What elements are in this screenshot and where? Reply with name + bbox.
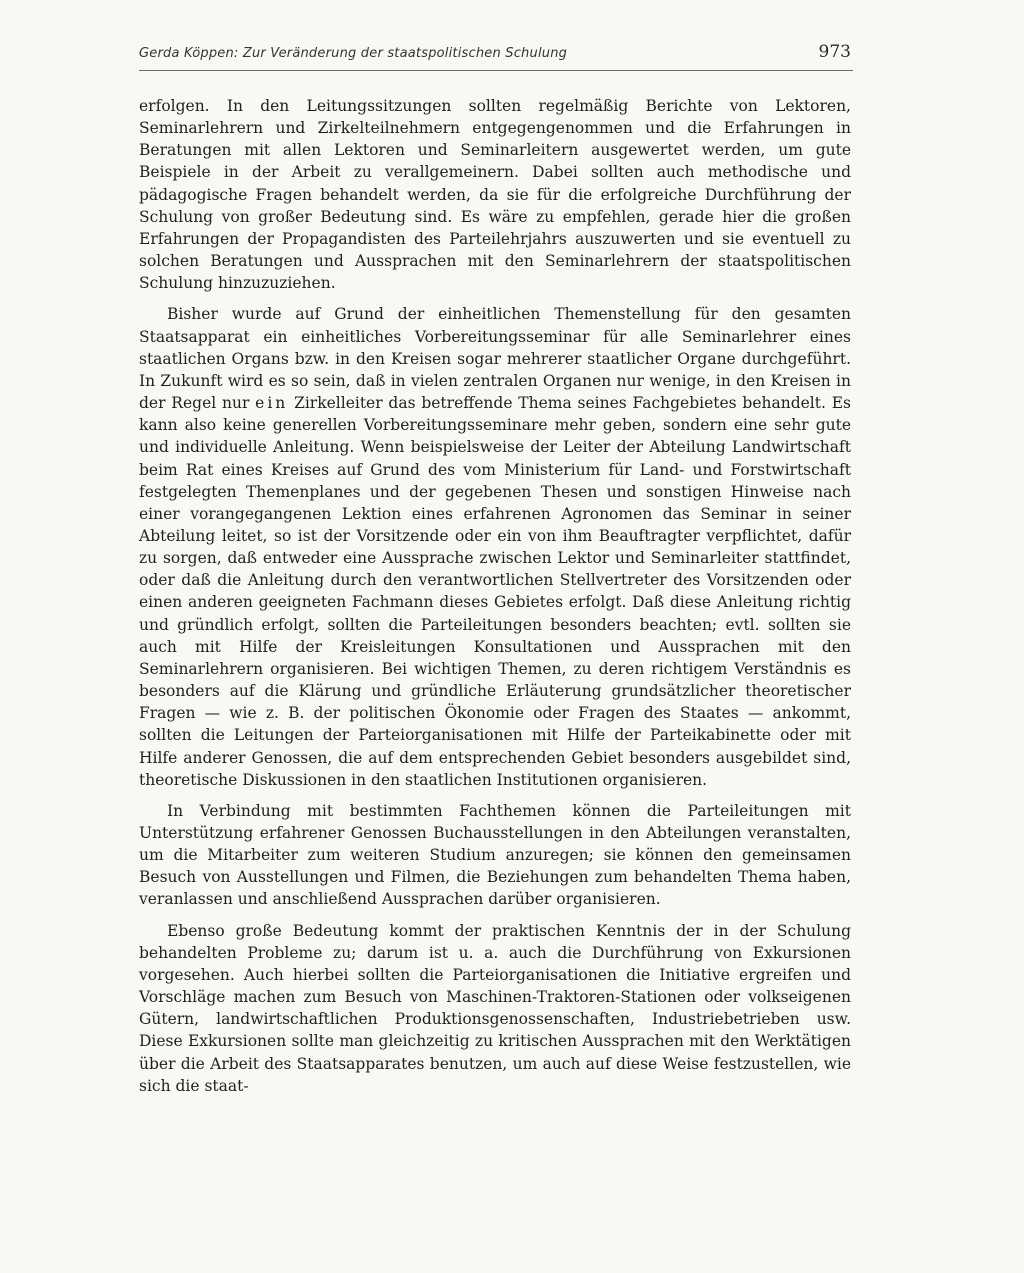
page-header bbox=[139, 44, 853, 71]
page-number: 973 bbox=[818, 42, 851, 62]
paragraph-2 bbox=[139, 303, 851, 790]
paragraph-1: erfolgen. In den Leitungssitzungen sollten regelmäßig Berichte von Lektoren, Seminarlehrern und Zirkelteilnehmern entgegengenommen und die Erfahrungen in Beratungen mit allen Lektoren und Seminarleitern ausgewertet werden, um gute Beispiele in der Arbeit zu verallgemeinern. Dabei sollten auch methodische und pädagogische Fragen behandelt werden, da sie für die erfolgreiche Durchführung der Schulung von großer Bedeutung sind. Es wäre zu empfehlen, gerade hier die großen Erfahrungen der Propagandisten des Parteilehrjahrs auszuwerten und sie eventuell zu solchen Beratungen und Aussprachen mit den Seminarlehrern der staatspolitischen Schulung hinzuzuziehen. bbox=[139, 97, 851, 293]
running-head: Gerda Köppen: Zur Veränderung der staatspolitischen Schulung bbox=[139, 46, 568, 61]
emphasis-ein: ein bbox=[255, 394, 289, 413]
paragraph-4: Ebenso große Bedeutung kommt der praktischen Kenntnis der in der Schulung behandelten Probleme zu; darum ist u. a. auch die Durchführung von Exkursionen vorgesehen. Auch hierbei sollten die Parteiorganisationen die Initiative ergreifen und Vorschläge machen zum Besuch von Maschinen-Traktoren-Stationen oder volkseigenen Gütern, landwirtschaftlichen Produktionsgenossenschaften, Industriebetrieben usw. Diese Exkursionen sollte man gleichzeitig zu kritischen Aussprachen mit den Werktätigen über die Arbeit des Staatsapparates benutzen, um auch auf diese Weise festzustellen, wie sich die staat- bbox=[139, 921, 851, 1095]
paragraph-3: In Verbindung mit bestimmten Fachthemen können die Parteileitungen mit Unterstützung erfahrener Genossen Buchausstellungen in den Abteilungen veranstalten, um die Mitarbeiter zum weiteren Studium anzuregen; sie können den gemeinsamen Besuch von Ausstellungen und Filmen, die Beziehungen zum behandelten Thema haben, veranlassen und anschließend Aussprachen darüber organisieren. bbox=[139, 801, 851, 909]
paragraph-2-end: Zirkelleiter das betreffende Thema seines Fachgebietes behandelt. Es kann also keine generellen Vorbereitungsseminare mehr geben, sondern eine sehr gute und individuelle Anleitung. Wenn beispielsweise der Leiter der Abteilung Landwirtschaft beim Rat eines Kreises auf Grund des vom Ministerium für Land- und Forstwirtschaft festgelegten Themenplanes und der gegebenen Thesen und sonstigen Hinweise nach einer vorangegangenen Lektion eines erfahrenen Agronomen das Seminar in seiner Abteilung leitet, so ist der Vorsitzende oder ein von ihm Beauftragter verpflichtet, dafür zu sorgen, daß entweder eine Aussprache zwischen Lektor und Seminarleiter stattfindet, oder daß die Anleitung durch den verantwortlichen Stellvertreter des Vorsitzenden oder einen anderen geeigneten Fachmann dieses Gebietes erfolgt. Daß diese Anleitung richtig und gründlich erfolgt, sollten die Parteileitungen besonders beachten; evtl. sollten sie auch mit Hilfe der Kreisleitungen Konsultationen und Aussprachen mit den Seminarlehrern organisieren. Bei wichtigen Themen, zu deren richtigem Verständnis es besonders auf die Klärung und gründliche Erläuterung grundsätzlicher theoretischer Fragen — wie z. B. der politischen Ökonomie oder Fragen des Staates — ankommt, sollten die Leitungen der Parteiorganisationen mit Hilfe der Parteikabinette oder mit Hilfe anderer Genossen, die auf dem entsprechenden Gebiet besonders ausgebildet sind, theoretische Diskussionen in den staatlichen Institutionen organisieren. bbox=[139, 394, 851, 789]
paragraph-2-start: Bisher wurde auf Grund der einheitlichen Themenstellung für den gesamten Staatsapparat ein einheitliches Vorbereitungsseminar für alle Seminarlehrer eines staatlichen Organs bzw. in den Kreisen sogar mehrerer staatlicher Organe durchgeführt. In Zukunft wird es so sein, daß in vielen zentralen Organen nur wenige, in den Kreisen in der Regel nur bbox=[139, 305, 851, 413]
body-text bbox=[139, 95, 851, 1097]
